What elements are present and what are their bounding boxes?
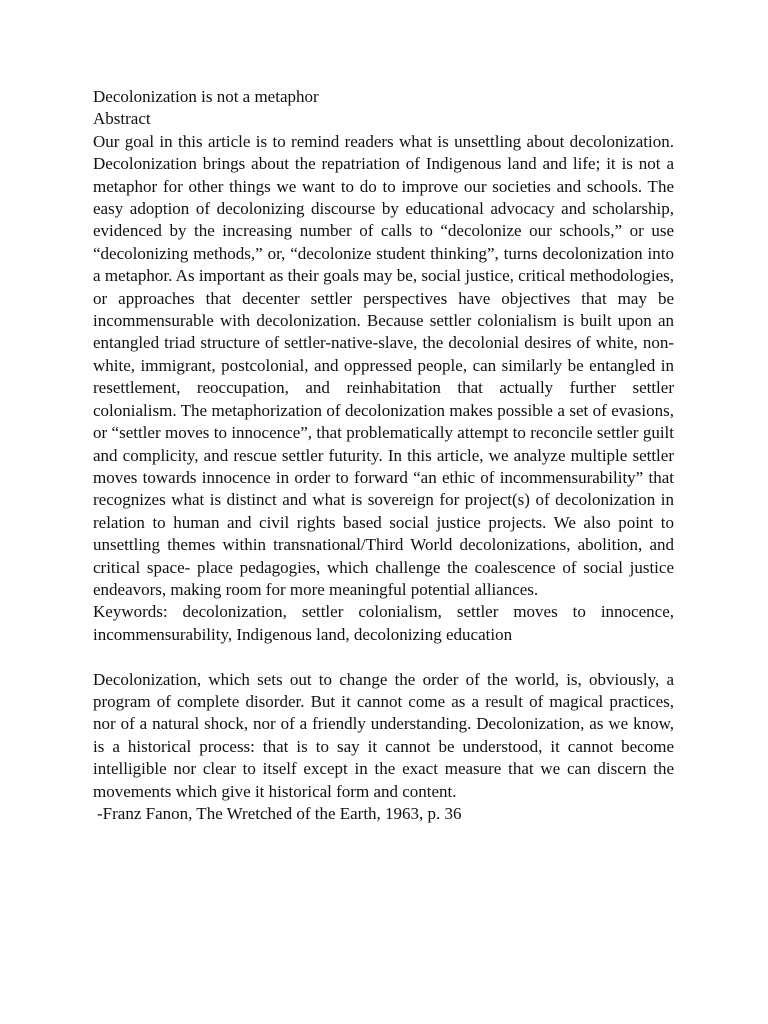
epigraph-quote: Decolonization, which sets out to change the order of the world, is, obviously, a program of complete disorder. But it cannot come as a result of magical practices, nor of a natural shock, nor of a friendly understanding. Decolonization, as we know, is a historical process: that is to say it cannot be understood, it cannot become intelligible nor clear to itself except in the exact measure that we can discern the movements which give it historical form and content.: [93, 669, 674, 801]
paragraph-gap: [93, 646, 674, 668]
document-page: [93, 86, 674, 825]
keywords: Keywords: decolonization, settler colonialism, settler moves to innocence, incommensurability, Indigenous land, decolonizing education: [93, 602, 674, 644]
abstract-body: Our goal in this article is to remind readers what is unsettling about decolonization. Decolonization brings about the repatriation of Indigenous land and life; it is not a metaphor for other things we want to do to improve our societies and schools. The easy adoption of decolonizing discourse by educational advocacy and scholarship, evidenced by the increasing number of calls to “decolonize our schools,” or use “decolonizing methods,” or, “decolonize student thinking”, turns decolonization into a metaphor. As important as their goals may be, social justice, critical methodologies, or approaches that decenter settler perspectives have objectives that may be incommensurable with decolonization. Because settler colonialism is built upon an entangled triad structure of settler-native-slave, the decolonial desires of white, non- white, immigrant, postcolonial, and oppressed people, can similarly be entangled in resettlement, reoccupation, and reinhabitation that actually further settler colonialism. The metaphorization of decolonization makes possible a set of evasions, or “settler moves to innocence”, that problematically attempt to reconcile settler guilt and complicity, and rescue settler futurity. In this article, we analyze multiple settler moves towards innocence in order to forward “an ethic of incommensurability” that recognizes what is distinct and what is sovereign for project(s) of decolonization in relation to human and civil rights based social justice projects. We also point to unsettling themes within transnational/Third World decolonizations, abolition, and critical space- place pedagogies, which challenge the coalescence of social justice endeavors, making room for more meaningful potential alliances.: [93, 131, 674, 599]
abstract-heading: Abstract: [93, 109, 151, 129]
document-title: Decolonization is not a metaphor: [93, 87, 319, 106]
epigraph-attribution: -Franz Fanon, The Wretched of the Earth, 1963, p. 36: [97, 803, 462, 823]
